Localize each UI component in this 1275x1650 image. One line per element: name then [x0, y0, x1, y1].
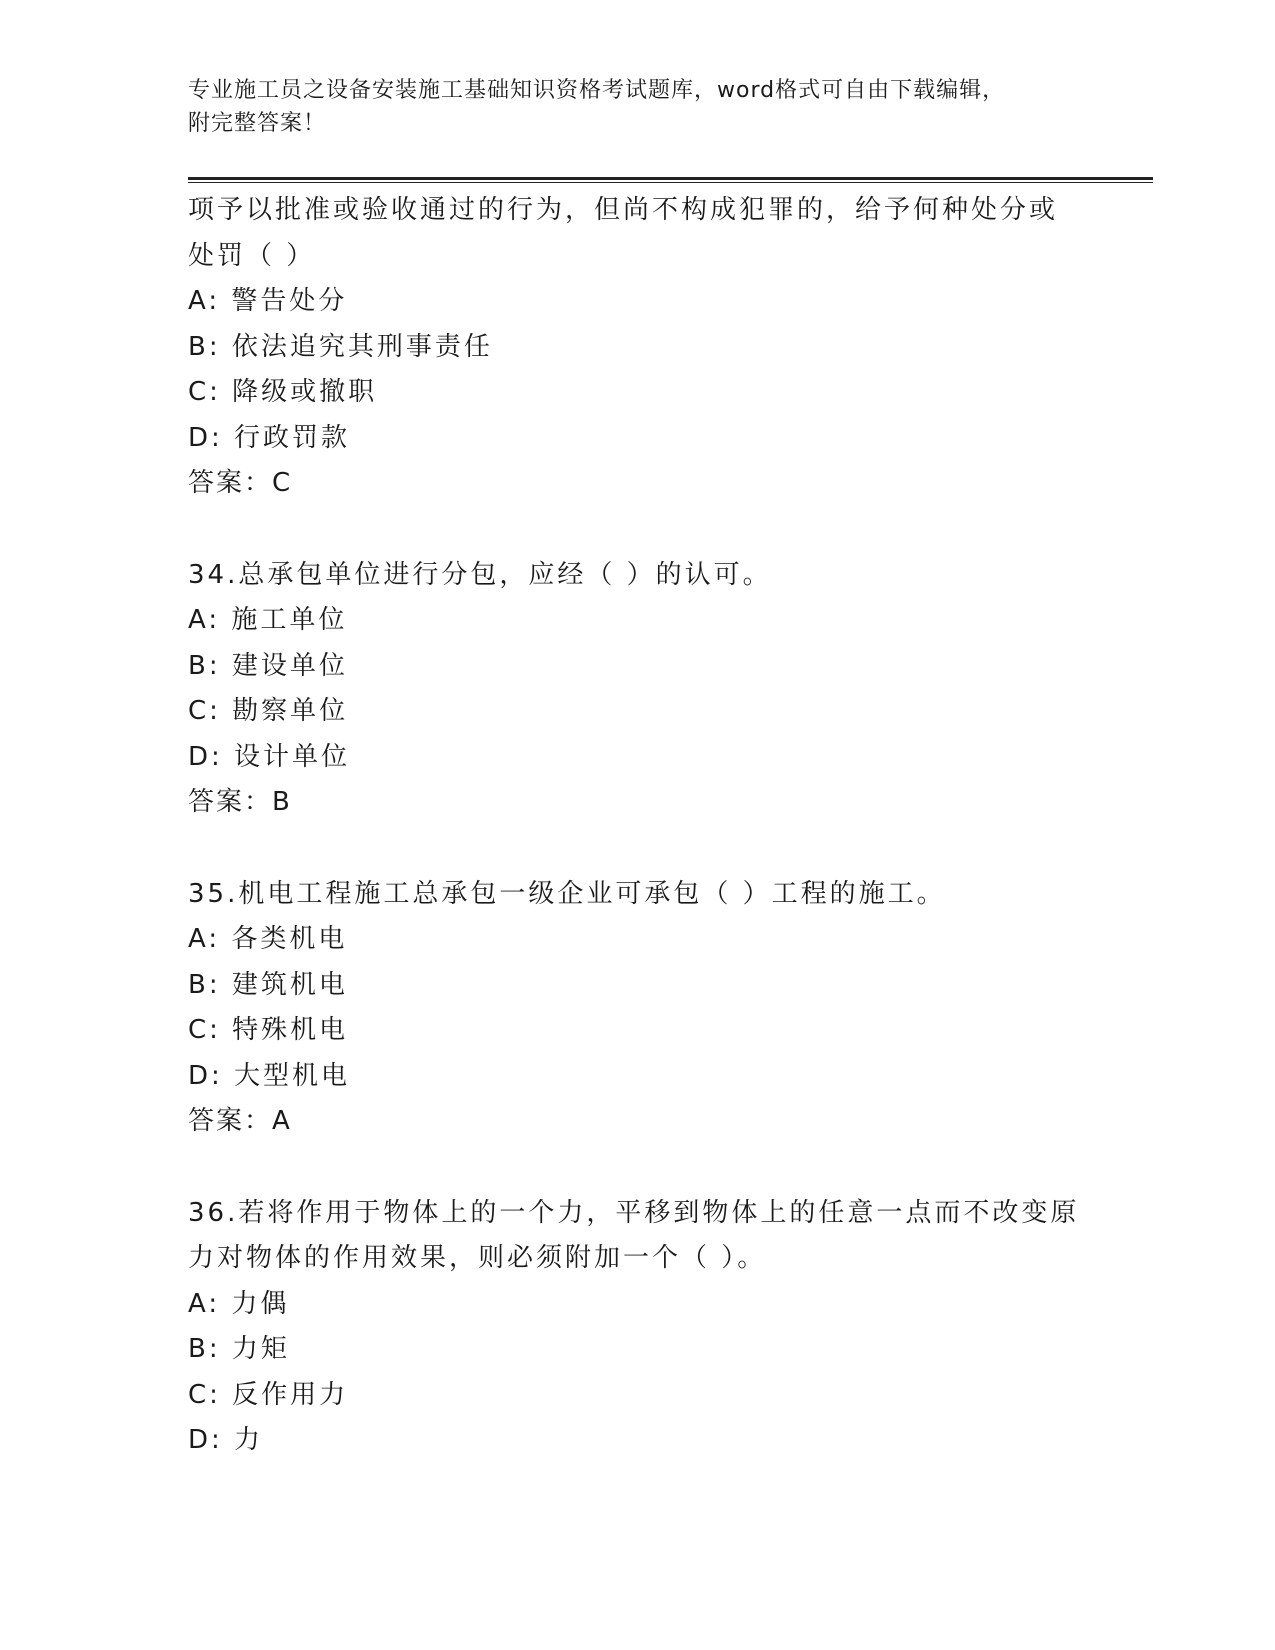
question-list [188, 188, 1088, 1464]
question-block-34 [188, 553, 1088, 826]
spacer [188, 826, 1088, 872]
question-block-continued [188, 188, 1088, 507]
option-a: A: 力偶 [188, 1288, 290, 1319]
question-text: 34.总承包单位进行分包，应经（ ）的认可。 [188, 559, 772, 590]
option-c: C: 反作用力 [188, 1379, 349, 1410]
option-a: A: 施工单位 [188, 605, 348, 635]
header-title-line-1: 专业施工员之设备安装施工基础知识资格考试题库，word格式可自由下载编辑， [188, 78, 1006, 103]
document-header [188, 74, 1088, 140]
option-d: D: 行政罚款 [188, 422, 351, 453]
question-text: 项予以批准或验收通过的行为，但尚不构成犯罪的，给予何种处分或 [188, 195, 1059, 225]
spacer [188, 507, 1088, 553]
option-b: B: 建设单位 [188, 650, 348, 681]
option-c: C: 勘察单位 [188, 696, 349, 726]
option-c: C: 降级或撤职 [188, 377, 378, 407]
option-a: A: 各类机电 [188, 924, 348, 954]
option-b: B: 依法追究其刑事责任 [188, 331, 493, 362]
answer-line: 答案：C [188, 468, 293, 498]
spacer [188, 1145, 1088, 1191]
option-c: C: 特殊机电 [188, 1015, 349, 1045]
option-a: A: 警告处分 [188, 286, 348, 316]
option-d: D: 大型机电 [188, 1060, 351, 1091]
header-divider-thick [188, 177, 1153, 180]
option-b: B: 建筑机电 [188, 969, 348, 1000]
question-text: 36.若将作用于物体上的一个力，平移到物体上的任意一点而不改变原 [188, 1197, 1080, 1228]
answer-line: 答案：B [188, 787, 292, 817]
question-text: 力对物体的作用效果，则必须附加一个（ ）。 [188, 1243, 767, 1273]
question-text: 35.机电工程施工总承包一级企业可承包（ ）工程的施工。 [188, 878, 946, 909]
question-block-36 [188, 1191, 1088, 1464]
header-title-line-2: 附完整答案！ [188, 111, 327, 136]
option-b: B: 力矩 [188, 1334, 290, 1364]
header-divider-thin [188, 182, 1153, 183]
question-text: 处罚（ ） [188, 240, 316, 271]
answer-line: 答案：A [188, 1106, 292, 1136]
question-block-35 [188, 872, 1088, 1145]
option-d: D: 力 [188, 1425, 264, 1455]
option-d: D: 设计单位 [188, 741, 351, 772]
